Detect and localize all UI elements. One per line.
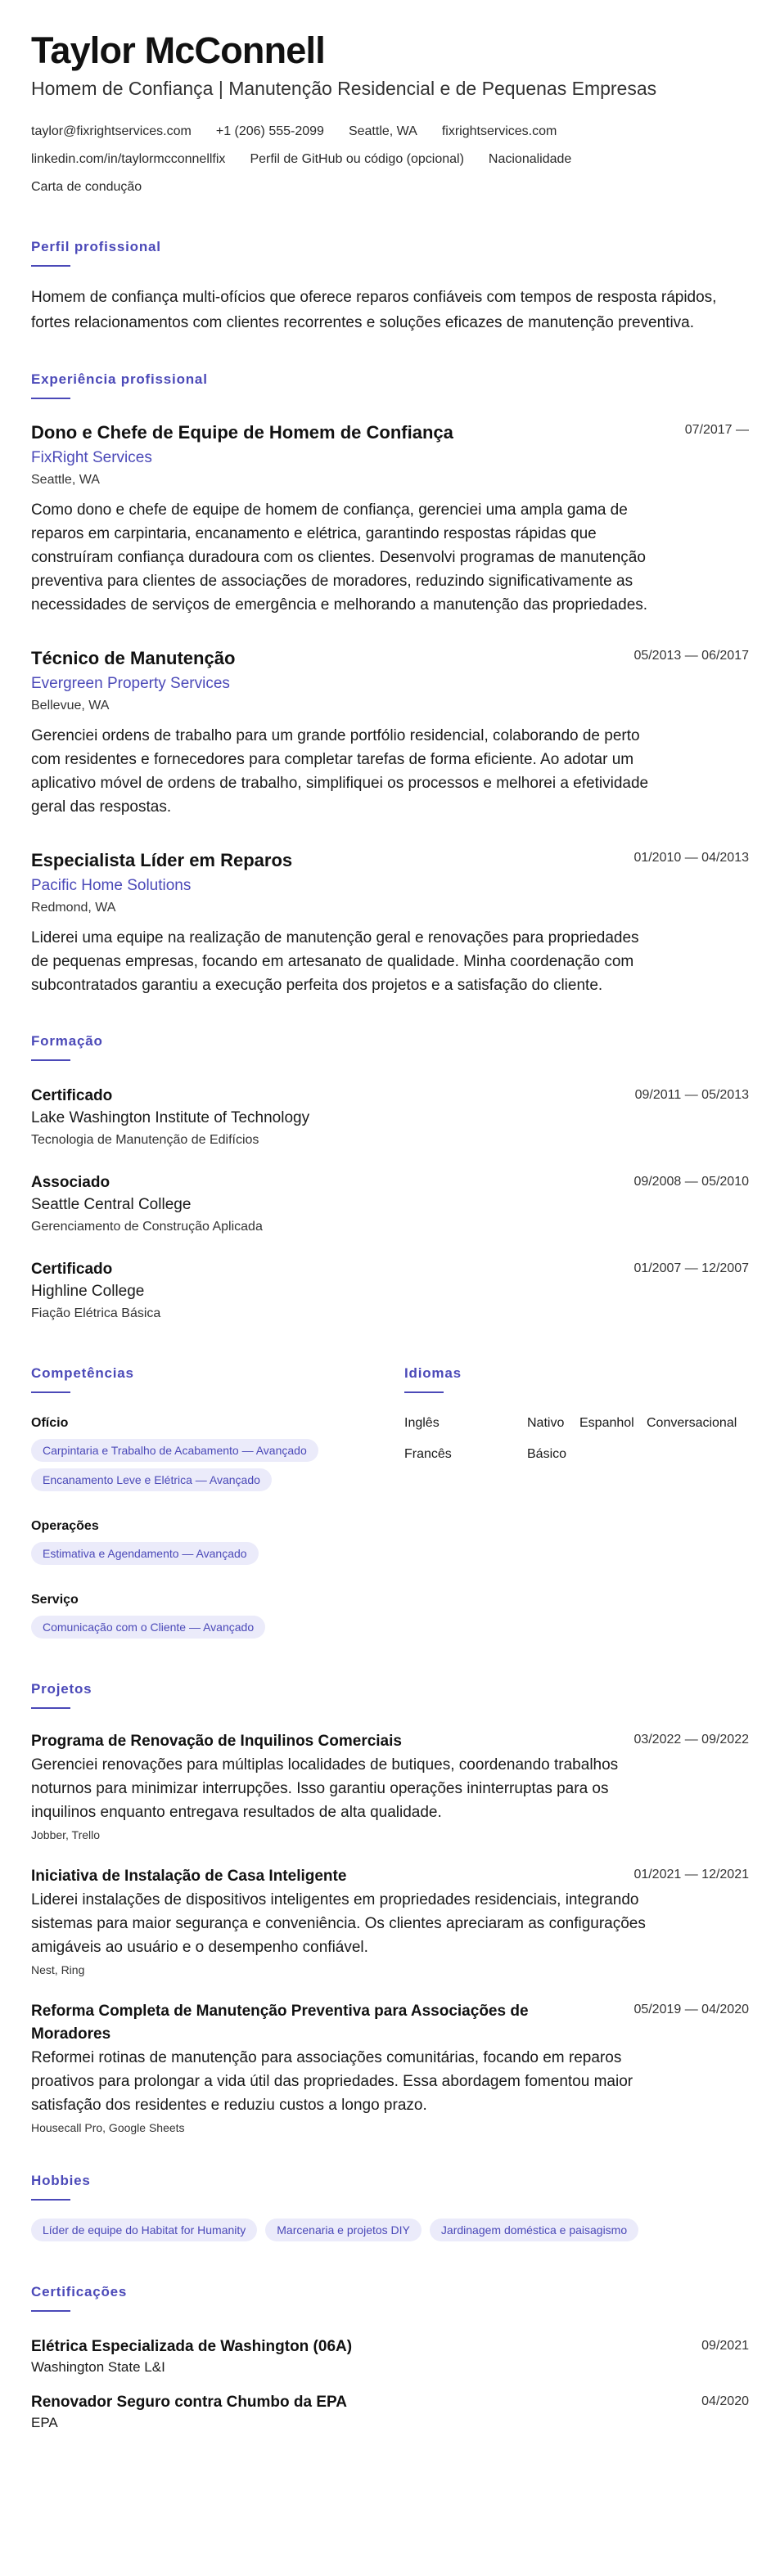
- experience-item: [31, 646, 749, 819]
- job-description: Como dono e chefe de equipe de homem de confiança, gerenciei uma ampla gama de reparos em carpintaria, encanamento e elétrica, garantindo respostas rápidas que construíram confiança duradoura com os clientes. Desenvolvi programas de manutenção preventiva para clientes de associações de moradores, reduzindo significativamente as necessidades de serviços de emergência e melhorando a manutenção das propriedades.: [31, 501, 648, 614]
- certification-date: 04/2020: [701, 2394, 749, 2408]
- project-title: Programa de Renovação de Inquilinos Comerciais: [31, 1733, 402, 1750]
- project-dates: 01/2021 — 12/2021: [633, 1868, 749, 1881]
- project-title: Iniciativa de Instalação de Casa Inteligente: [31, 1868, 347, 1885]
- education-field: Tecnologia de Manutenção de Edifícios: [31, 1133, 259, 1147]
- hobbies-list: [31, 2219, 749, 2248]
- language-level: Básico: [527, 1447, 567, 1461]
- candidate-headline: Homem de Confiança | Manutenção Residencial e de Pequenas Empresas: [31, 78, 657, 99]
- education-field: Fiação Elétrica Básica: [31, 1306, 161, 1320]
- education-degree: Certificado: [31, 1261, 113, 1278]
- experience-item: [31, 848, 749, 997]
- skill-group-name: Ofício: [31, 1416, 69, 1430]
- resume-header: [31, 28, 749, 201]
- job-company: Evergreen Property Services: [31, 675, 230, 692]
- candidate-name: Taylor McConnell: [31, 29, 325, 71]
- skills-list: [31, 1414, 404, 1645]
- project-item: [31, 1730, 749, 1844]
- certification-date: 09/2021: [701, 2339, 749, 2353]
- education-field: Gerenciamento de Construção Aplicada: [31, 1220, 263, 1234]
- education-item: [31, 1259, 749, 1324]
- skills-languages-row: [31, 1329, 749, 1645]
- job-description: Liderei uma equipe na realização de manutenção geral e renovações para propriedades de pequenas empresas, focando em artesanato de qualidade. Minha coordenação com subcontratados garantiu a execução perfeita dos projetos e a satisfação do cliente.: [31, 929, 639, 994]
- skill-chip: Estimativa e Agendamento — Avançado: [31, 1542, 259, 1565]
- section-divider: [31, 1059, 70, 1061]
- project-dates: 03/2022 — 09/2022: [633, 1733, 749, 1747]
- skill-chip: Carpintaria e Trabalho de Acabamento — Avançado: [31, 1439, 318, 1462]
- skill-group-name: Serviço: [31, 1593, 79, 1607]
- contact-website[interactable]: fixrightservices.com: [441, 124, 557, 138]
- job-title: Técnico de Manutenção: [31, 648, 236, 668]
- job-description: Gerenciei ordens de trabalho para um grande portfólio residencial, colaborando de perto com residentes e fornecedores para completar tarefas de forma eficiente. Ao adotar um aplicativo móvel de ordens de trabalho, simplifiquei os processos e melhorei a efetividade geral das respostas.: [31, 727, 649, 816]
- experience-item: [31, 420, 749, 617]
- project-description: Liderei instalações de dispositivos inteligentes em propriedades residenciais, integrando sistemas para maior segurança e conveniência. Os clientes apreciaram as configurações amigáveis ao usuário e o desempenho confiável.: [31, 1891, 646, 1956]
- skill-group-name: Operações: [31, 1519, 99, 1533]
- certification-issuer: EPA: [31, 2415, 58, 2430]
- section-title-languages: Idiomas: [404, 1365, 462, 1381]
- section-title-experience: Experiência profissional: [31, 371, 208, 387]
- language-name: Espanhol: [579, 1416, 634, 1430]
- skills-column: [31, 1329, 404, 1645]
- section-divider: [404, 1391, 444, 1393]
- section-divider: [31, 1391, 70, 1393]
- contact-driving-license: Carta de condução: [31, 180, 142, 194]
- education-school: Lake Washington Institute of Technology: [31, 1109, 310, 1126]
- skill-chip: Encanamento Leve e Elétrica — Avançado: [31, 1468, 272, 1491]
- project-tools: Nest, Ring: [31, 1963, 85, 1976]
- experience-list: [31, 420, 749, 997]
- certification-title: Renovador Seguro contra Chumbo da EPA: [31, 2394, 348, 2411]
- project-tools: Jobber, Trello: [31, 1828, 101, 1841]
- certification-title: Elétrica Especializada de Washington (06A): [31, 2338, 353, 2355]
- language-name: Inglês: [404, 1416, 440, 1430]
- contact-list: [31, 118, 653, 201]
- job-dates: 01/2010 — 04/2013: [633, 851, 749, 865]
- section-divider: [31, 2310, 70, 2312]
- education-dates: 09/2008 — 05/2010: [633, 1175, 749, 1189]
- certification-issuer: Washington State L&I: [31, 2359, 165, 2375]
- skill-chips: [31, 1439, 404, 1498]
- contact-location: Seattle, WA: [348, 124, 417, 138]
- skill-chips: [31, 1616, 404, 1645]
- section-title-education: Formação: [31, 1033, 103, 1049]
- job-company: Pacific Home Solutions: [31, 877, 192, 894]
- education-item: [31, 1086, 749, 1151]
- certifications-list: [31, 2336, 749, 2433]
- project-description: Reformei rotinas de manutenção para associações comunitárias, focando em reparos proativos para prolongar a vida útil das propriedades. Essa abordagem fomentou maior satisfação dos residentes e reduziu custos a longo prazo.: [31, 2049, 633, 2114]
- projects-list: [31, 1730, 749, 2137]
- education-dates: 01/2007 — 12/2007: [633, 1261, 749, 1275]
- education-school: Highline College: [31, 1283, 145, 1300]
- language-name: Francês: [404, 1447, 452, 1461]
- education-dates: 09/2011 — 05/2013: [634, 1088, 749, 1102]
- skill-group: [31, 1414, 404, 1498]
- certification-item: [31, 2336, 749, 2377]
- language-level: Nativo: [527, 1416, 565, 1430]
- project-tools: Housecall Pro, Google Sheets: [31, 2121, 185, 2134]
- project-description: Gerenciei renovações para múltiplas localidades de butiques, coordenando trabalhos noturnos para minimizar interrupções. Isso garantiu operações ininterruptas para os inquilinos enquanto entregava resultados de alta qualidade.: [31, 1756, 619, 1821]
- section-title-projects: Projetos: [31, 1681, 92, 1697]
- skill-group: [31, 1517, 404, 1571]
- job-company: FixRight Services: [31, 449, 152, 466]
- summary-text: Homem de confiança multi-ofícios que oferece reparos confiáveis com tempos de resposta rápidos, fortes relacionamentos com clientes recorrentes e soluções eficazes de manutenção preventiva.: [31, 289, 717, 331]
- section-divider: [31, 1707, 70, 1709]
- section-title-summary: Perfil profissional: [31, 239, 161, 254]
- job-dates: 05/2013 — 06/2017: [633, 649, 749, 663]
- hobby-chip: Marcenaria e projetos DIY: [265, 2219, 422, 2241]
- skill-group: [31, 1591, 404, 1645]
- skill-chips: [31, 1542, 404, 1571]
- languages-column: [404, 1329, 749, 1645]
- contact-github[interactable]: Perfil de GitHub ou código (opcional): [250, 152, 464, 166]
- section-divider: [31, 2199, 70, 2201]
- job-title: Especialista Líder em Reparos: [31, 850, 293, 870]
- language-row: [404, 1445, 749, 1463]
- education-item: [31, 1172, 749, 1238]
- job-title: Dono e Chefe de Equipe de Homem de Confiança: [31, 422, 453, 443]
- project-item: [31, 1865, 749, 1979]
- contact-email[interactable]: taylor@fixrightservices.com: [31, 124, 192, 138]
- skill-chip: Comunicação com o Cliente — Avançado: [31, 1616, 265, 1639]
- job-location: Bellevue, WA: [31, 699, 110, 713]
- education-list: [31, 1086, 749, 1324]
- project-item: [31, 2000, 749, 2137]
- education-school: Seattle Central College: [31, 1196, 192, 1213]
- contact-linkedin[interactable]: linkedin.com/in/taylormcconnellfix: [31, 152, 226, 166]
- languages-list: [404, 1414, 749, 1463]
- hobby-chip: Jardinagem doméstica e paisagismo: [430, 2219, 638, 2241]
- certification-item: [31, 2392, 749, 2433]
- section-divider: [31, 398, 70, 399]
- education-degree: Associado: [31, 1174, 110, 1191]
- education-degree: Certificado: [31, 1087, 113, 1104]
- language-level: Conversacional: [647, 1416, 737, 1430]
- section-title-certifications: Certificações: [31, 2284, 128, 2300]
- section-title-hobbies: Hobbies: [31, 2173, 91, 2188]
- job-dates: 07/2017 —: [684, 423, 749, 437]
- hobby-chip: Líder de equipe do Habitat for Humanity: [31, 2219, 257, 2241]
- section-divider: [31, 265, 70, 267]
- project-title: Reforma Completa de Manutenção Preventiva para Associações de Moradores: [31, 2003, 529, 2043]
- language-row: [404, 1414, 749, 1432]
- project-dates: 05/2019 — 04/2020: [633, 2003, 749, 2016]
- job-location: Seattle, WA: [31, 473, 100, 487]
- contact-phone[interactable]: +1 (206) 555-2099: [215, 124, 324, 138]
- job-location: Redmond, WA: [31, 901, 116, 915]
- contact-nationality: Nacionalidade: [488, 152, 572, 166]
- section-title-skills: Competências: [31, 1365, 134, 1381]
